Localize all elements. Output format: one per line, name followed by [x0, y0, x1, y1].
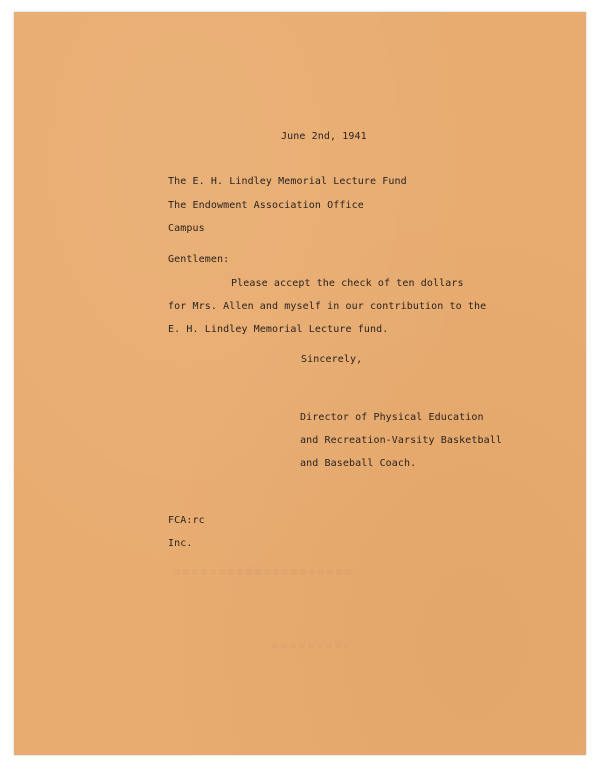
signature-title-line-3: and Baseball Coach.	[300, 458, 417, 469]
letter-date: June 2nd, 1941	[281, 131, 367, 142]
salutation: Gentlemen:	[168, 254, 230, 265]
reference-initials: FCA:rc	[168, 515, 205, 526]
enclosure-note: Inc.	[168, 538, 193, 549]
body-line-1: Please accept the check of ten dollars	[231, 278, 464, 289]
closing: Sincerely,	[301, 354, 363, 365]
address-line-1: The E. H. Lindley Memorial Lecture Fund	[168, 176, 407, 187]
signature-title-line-2: and Recreation-Varsity Basketball	[300, 435, 502, 446]
address-line-2: The Endowment Association Office	[168, 200, 364, 211]
bleed-through-mark	[272, 643, 348, 648]
body-line-3: E. H. Lindley Memorial Lecture fund.	[168, 324, 389, 335]
signature-title-line-1: Director of Physical Education	[300, 412, 484, 423]
bleed-through-mark	[174, 569, 354, 575]
body-line-2: for Mrs. Allen and myself in our contribution to the	[168, 301, 487, 312]
address-line-3: Campus	[168, 223, 205, 234]
letter-page	[14, 12, 586, 755]
